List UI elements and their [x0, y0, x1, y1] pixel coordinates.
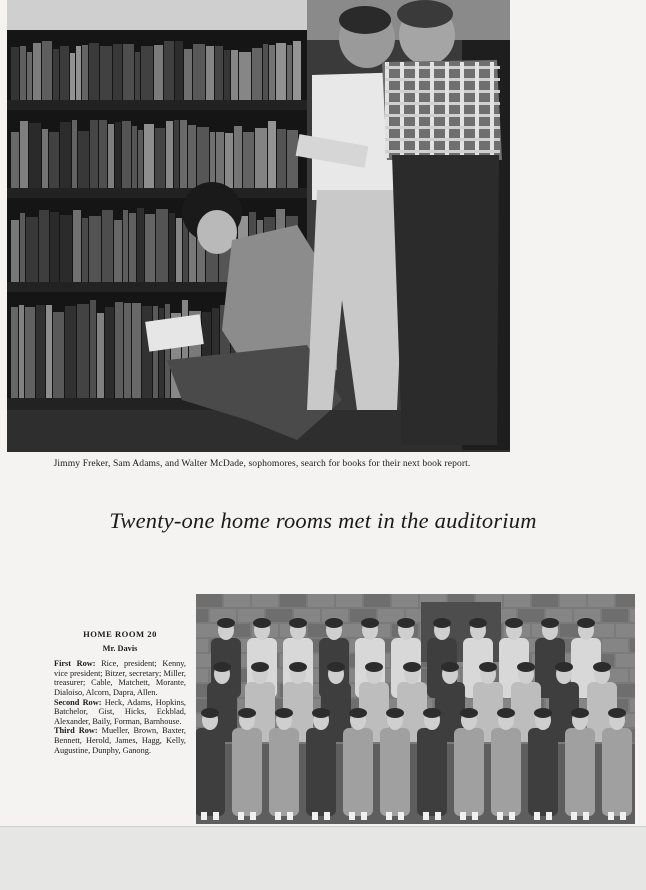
home-room-roster	[54, 630, 186, 755]
section-headline: Twenty-one home rooms met in the auditorium	[109, 508, 537, 533]
roster-row-2	[54, 698, 186, 727]
roster-row-3	[54, 726, 186, 755]
library-photo-caption: Jimmy Freker, Sam Adams, and Walter McDade, sophomores, search for books for their next book report.	[53, 458, 471, 469]
roster-row-names: Mueller, Brown, Baxter, Bennett, Herold, James, Hagg, Kelly, Augustine, Dunphy, Ganong.	[54, 726, 186, 755]
roster-row-1	[54, 659, 186, 697]
roster-row-names: Heck, Adams, Hopkins, Batchelor, Gist, Hicks, Eckblad, Alexander, Baily, Forman, Barnhouse.	[54, 697, 187, 726]
roster-row-label: Third Row:	[54, 726, 98, 736]
home-room-title: HOME ROOM 20	[83, 629, 157, 639]
group-photo-illustration	[196, 594, 635, 824]
page-bottom-strip	[0, 826, 646, 890]
home-room-teacher: Mr. Davis	[102, 643, 138, 653]
home-room-group-photo	[196, 594, 635, 824]
roster-row-names: Rice, president; Kenny, vice president; Bitzer, secretary; Miller, treasurer; Cable, Matchett, Morante, Dialoiso, Alcorn, Dapra, Allen.	[54, 659, 186, 697]
library-photo-illustration	[7, 0, 510, 452]
library-photo	[7, 0, 510, 452]
roster-row-label: Second Row:	[54, 697, 102, 707]
roster-row-label: First Row:	[54, 659, 96, 669]
